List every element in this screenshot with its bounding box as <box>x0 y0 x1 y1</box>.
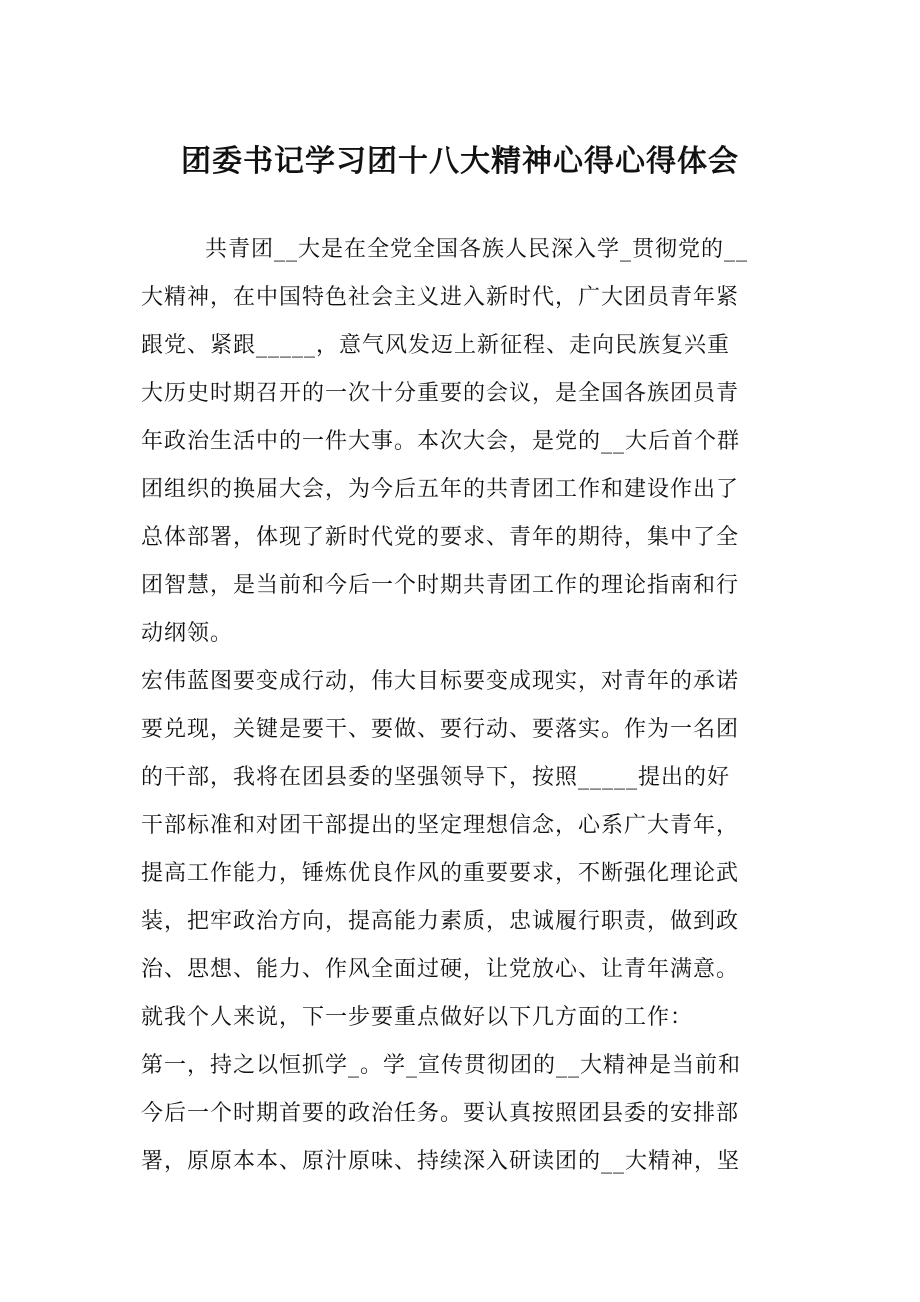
paragraph-2-line-3: 的干部，我将在团县委的坚强领导下，按照_____提出的好 <box>141 765 731 790</box>
paragraph-1-line-5: 年政治生活中的一件大事。本次大会，是党的__大后首个群 <box>141 429 741 454</box>
paragraph-1-line-8: 团智慧，是当前和今后一个时期共青团工作的理论指南和行 <box>141 573 740 598</box>
paragraph-2-line-1: 宏伟蓝图要变成行动，伟大目标要变成现实，对青年的承诺 <box>141 669 740 694</box>
paragraph-2-line-5: 提高工作能力，锤炼优良作风的重要要求，不断强化理论武 <box>141 861 740 886</box>
paragraph-1-line-2: 大精神，在中国特色社会主义进入新时代，广大团员青年紧 <box>141 285 740 310</box>
document-title: 团委书记学习团十八大精神心得心得体会 <box>181 144 739 179</box>
paragraph-1-line-1: 共青团__大是在全党全国各族人民深入学_贯彻党的__ <box>205 237 749 262</box>
paragraph-4-line-2: 今后一个时期首要的政治任务。要认真按照团县委的安排部 <box>141 1101 740 1126</box>
paragraph-2-line-2: 要兑现，关键是要干、要做、要行动、要落实。作为一名团 <box>141 717 740 742</box>
paragraph-1-line-4: 大历史时期召开的一次十分重要的会议，是全国各族团员青 <box>141 381 740 406</box>
paragraph-1-line-6: 团组织的换届大会，为今后五年的共青团工作和建设作出了 <box>141 477 740 502</box>
document-body <box>141 226 781 1186</box>
paragraph-1-line-3: 跟党、紧跟_____，意气风发迈上新征程、走向民族复兴重 <box>141 333 731 358</box>
paragraph-2-line-6: 装，把牢政治方向，提高能力素质，忠诚履行职责，做到政 <box>141 909 740 934</box>
paragraph-2-line-7: 治、思想、能力、作风全面过硬，让党放心、让青年满意。 <box>141 957 740 982</box>
paragraph-2-line-4: 干部标准和对团干部提出的坚定理想信念，心系广大青年， <box>141 813 740 838</box>
paragraph-1-line-9: 动纲领。 <box>141 621 234 646</box>
paragraph-4-line-1: 第一，持之以恒抓学_。学_宣传贯彻团的__大精神是当前和 <box>141 1053 742 1078</box>
paragraph-4-line-3: 署，原原本本、原汁原味、持续深入研读团的__大精神，坚 <box>141 1149 741 1174</box>
paragraph-1-line-7: 总体部署，体现了新时代党的要求、青年的期待，集中了全 <box>141 525 740 550</box>
paragraph-3-line-1: 就我个人来说，下一步要重点做好以下几方面的工作： <box>141 1005 694 1030</box>
